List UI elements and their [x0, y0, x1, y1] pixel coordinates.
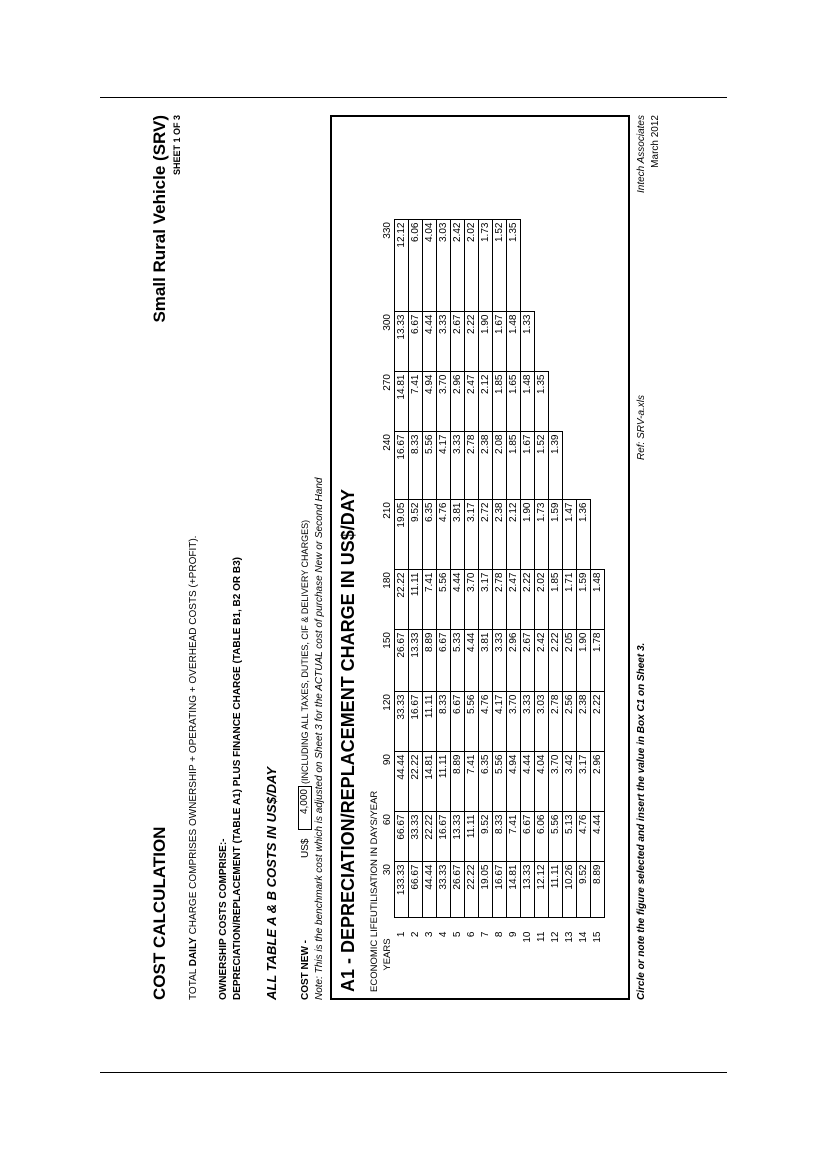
charge-cell: 6.67 — [437, 629, 451, 691]
charge-cell: 133.33 — [395, 861, 409, 917]
charge-cell: 19.05 — [479, 861, 493, 917]
empty-cell — [577, 311, 591, 371]
economic-life: 2 — [410, 931, 421, 938]
charge-cell: 22.22 — [395, 569, 409, 629]
footer-instruction: Circle or note the figure selected and insert the value in Box C1 on Sheet 3. — [636, 642, 647, 1000]
charge-cell: 19.05 — [395, 499, 409, 569]
charge-cell: 16.67 — [409, 691, 423, 751]
charge-cell: 3.17 — [479, 569, 493, 629]
charge-cell: 4.76 — [577, 811, 591, 861]
cost-new-label: COST NEW - — [300, 940, 311, 1000]
total-rest: CHARGE COMPRISES OWNERSHIP + OPERATING + OVERHEAD COSTS (+PROFIT). — [188, 535, 199, 938]
empty-cell — [591, 499, 605, 569]
charge-cell: 1.48 — [507, 311, 521, 371]
charge-cell: 6.67 — [451, 691, 465, 751]
charge-cell: 2.96 — [451, 371, 465, 431]
economic-life: 9 — [508, 931, 519, 938]
economic-life: 5 — [452, 931, 463, 938]
charge-cell: 11.11 — [549, 861, 563, 917]
charge-cell: 3.03 — [437, 219, 451, 311]
day-header: 270 — [382, 374, 393, 391]
empty-cell — [563, 431, 577, 499]
charge-cell: 8.33 — [437, 691, 451, 751]
table-title: A1 - DEPRECIATION/REPLACEMENT CHARGE IN US$/DAY — [338, 488, 358, 992]
economic-life: 3 — [424, 931, 435, 938]
life-header-line2: YEARS — [382, 938, 394, 971]
charge-cell: 3.42 — [563, 751, 577, 811]
charge-cell: 1.85 — [493, 371, 507, 431]
charge-cell: 16.67 — [493, 861, 507, 917]
charge-cell: 5.56 — [423, 431, 437, 499]
charge-cell: 6.35 — [423, 499, 437, 569]
charge-cell: 1.65 — [507, 371, 521, 431]
charge-cell: 2.08 — [493, 431, 507, 499]
charge-cell: 4.17 — [493, 691, 507, 751]
charge-cell: 1.71 — [563, 569, 577, 629]
life-header-line1: ECONOMIC LIFE — [369, 917, 380, 992]
rotated-sheet — [150, 115, 680, 1000]
charge-cell: 4.44 — [423, 311, 437, 371]
charge-cell: 1.33 — [521, 311, 535, 371]
charge-cell: 8.89 — [451, 751, 465, 811]
charge-cell: 2.22 — [591, 691, 605, 751]
bottom-rule — [100, 1072, 727, 1073]
charge-cell: 26.67 — [451, 861, 465, 917]
charge-cell: 3.33 — [521, 691, 535, 751]
charge-cell: 22.22 — [409, 751, 423, 811]
charge-cell: 66.67 — [395, 811, 409, 861]
charge-cell: 9.52 — [479, 811, 493, 861]
charge-cell: 2.67 — [521, 629, 535, 691]
charge-cell: 2.42 — [535, 629, 549, 691]
table-row — [451, 219, 465, 992]
document-title: COST CALCULATION — [150, 826, 169, 1000]
charge-cell: 3.33 — [493, 629, 507, 691]
charge-cell: 1.48 — [591, 569, 605, 629]
day-header: 180 — [382, 572, 393, 589]
charge-cell: 3.70 — [549, 751, 563, 811]
charge-cell: 2.96 — [507, 629, 521, 691]
charge-cell: 3.81 — [451, 499, 465, 569]
economic-life: 10 — [522, 931, 533, 943]
charge-cell: 9.52 — [577, 861, 591, 917]
charge-cell: 5.33 — [451, 629, 465, 691]
charge-cell: 1.78 — [591, 629, 605, 691]
charge-cell: 2.47 — [465, 371, 479, 431]
charge-cell: 33.33 — [437, 861, 451, 917]
charge-cell: 8.89 — [591, 861, 605, 917]
charge-cell: 2.56 — [563, 691, 577, 751]
charge-cell: 6.06 — [409, 219, 423, 311]
table-row — [507, 219, 521, 992]
cost-new-value: 4,000 — [298, 786, 312, 830]
charge-cell: 6.67 — [409, 311, 423, 371]
empty-cell — [535, 219, 549, 311]
empty-cell — [591, 311, 605, 371]
depreciation-table — [368, 219, 605, 992]
charge-cell: 7.41 — [423, 569, 437, 629]
economic-life: 14 — [578, 931, 589, 943]
charge-cell: 11.11 — [465, 811, 479, 861]
charge-cell: 6.67 — [521, 811, 535, 861]
charge-cell: 1.85 — [507, 431, 521, 499]
charge-cell: 3.17 — [577, 751, 591, 811]
table-row — [437, 219, 451, 992]
charge-cell: 13.33 — [521, 861, 535, 917]
charge-cell: 1.36 — [577, 499, 591, 569]
economic-life: 7 — [480, 931, 491, 938]
empty-cell — [591, 371, 605, 431]
total-daily: DAILY — [188, 937, 199, 967]
document-date: March 2012 — [650, 115, 661, 168]
charge-cell: 6.35 — [479, 751, 493, 811]
day-header: 30 — [382, 864, 393, 876]
charge-cell: 5.56 — [493, 751, 507, 811]
ownership-detail: DEPRECIATION/REPLACEMENT (TABLE A1) PLUS FINANCE CHARGE (TABLE B1, B2 OR B3) — [232, 557, 243, 1000]
empty-cell — [535, 311, 549, 371]
empty-cell — [563, 219, 577, 311]
charge-cell: 4.04 — [535, 751, 549, 811]
charge-cell: 26.67 — [395, 629, 409, 691]
charge-cell: 2.02 — [535, 569, 549, 629]
economic-life: 8 — [494, 931, 505, 938]
table-row — [591, 219, 605, 992]
charge-cell: 1.73 — [535, 499, 549, 569]
charge-cell: 4.76 — [437, 499, 451, 569]
day-header: 150 — [382, 632, 393, 649]
empty-cell — [577, 219, 591, 311]
table-row — [479, 219, 493, 992]
charge-cell: 2.42 — [451, 219, 465, 311]
day-header: 300 — [382, 314, 393, 331]
table-row — [465, 219, 479, 992]
table-row — [423, 219, 437, 992]
empty-cell — [549, 371, 563, 431]
charge-cell: 4.94 — [423, 371, 437, 431]
table-row — [409, 219, 423, 992]
empty-cell — [563, 371, 577, 431]
reference-file: Ref: SRV-a.xls — [636, 394, 647, 460]
empty-cell — [591, 431, 605, 499]
charge-cell: 13.33 — [451, 811, 465, 861]
charge-cell: 3.70 — [507, 691, 521, 751]
charge-cell: 3.81 — [479, 629, 493, 691]
charge-cell: 2.22 — [521, 569, 535, 629]
charge-cell: 3.33 — [451, 431, 465, 499]
day-header: 240 — [382, 434, 393, 451]
charge-cell: 2.38 — [577, 691, 591, 751]
economic-life: 13 — [564, 931, 575, 943]
day-header: 60 — [382, 814, 393, 826]
empty-cell — [591, 219, 605, 311]
charge-cell: 33.33 — [409, 811, 423, 861]
charge-cell: 1.59 — [549, 499, 563, 569]
charge-cell: 1.85 — [549, 569, 563, 629]
charge-cell: 33.33 — [395, 691, 409, 751]
charge-cell: 1.90 — [479, 311, 493, 371]
economic-life: 12 — [550, 931, 561, 943]
empty-cell — [549, 311, 563, 371]
table-row — [521, 219, 535, 992]
total-prefix: TOTAL — [188, 966, 199, 1000]
empty-cell — [563, 311, 577, 371]
charge-cell: 1.90 — [521, 499, 535, 569]
charge-cell: 2.22 — [549, 629, 563, 691]
charge-cell: 4.44 — [465, 629, 479, 691]
day-header: 330 — [382, 222, 393, 239]
charge-cell: 2.22 — [465, 311, 479, 371]
cost-currency: US$ — [300, 838, 311, 858]
charge-cell: 1.35 — [507, 219, 521, 311]
charge-cell: 11.11 — [409, 569, 423, 629]
charge-cell: 7.41 — [507, 811, 521, 861]
charge-cell: 1.52 — [493, 219, 507, 311]
charge-cell: 5.13 — [563, 811, 577, 861]
author: Intech Associates — [636, 115, 647, 194]
utilisation-header: UTILISATION IN DAYS/YEAR — [369, 790, 380, 918]
table-body — [395, 219, 605, 992]
economic-life: 4 — [438, 931, 449, 938]
charge-cell: 8.33 — [493, 811, 507, 861]
charge-cell: 3.17 — [465, 499, 479, 569]
charge-cell: 5.56 — [549, 811, 563, 861]
charge-cell: 2.67 — [451, 311, 465, 371]
charge-cell: 2.72 — [479, 499, 493, 569]
cost-including-note: (INCLUDING ALL TAXES, DUTIES, CIF & DELIVERY CHARGES) — [300, 519, 310, 784]
charge-cell: 3.33 — [437, 311, 451, 371]
charge-cell: 2.05 — [563, 629, 577, 691]
charge-cell: 10.26 — [563, 861, 577, 917]
charge-cell: 1.47 — [563, 499, 577, 569]
table-row — [493, 219, 507, 992]
vehicle-title: Small Rural Vehicle (SRV) — [150, 115, 169, 323]
charge-cell: 3.70 — [437, 371, 451, 431]
charge-cell: 14.81 — [507, 861, 521, 917]
benchmark-note: Note: This is the benchmark cost which is adjusted on Sheet 3 for the ACTUAL cost of purchase New or Second Hand — [314, 477, 325, 1000]
charge-cell: 13.33 — [409, 629, 423, 691]
charge-cell: 2.78 — [493, 569, 507, 629]
charge-cell: 11.11 — [437, 751, 451, 811]
charge-cell: 6.06 — [535, 811, 549, 861]
charge-cell: 5.56 — [437, 569, 451, 629]
charge-cell: 22.22 — [465, 861, 479, 917]
charge-cell: 2.38 — [493, 499, 507, 569]
charge-cell: 1.35 — [535, 371, 549, 431]
table-row — [535, 219, 549, 992]
charge-cell: 1.59 — [577, 569, 591, 629]
charge-cell: 2.47 — [507, 569, 521, 629]
charge-cell: 4.17 — [437, 431, 451, 499]
charge-cell: 1.52 — [535, 431, 549, 499]
charge-cell: 2.96 — [591, 751, 605, 811]
charge-cell: 4.44 — [451, 569, 465, 629]
economic-life: 6 — [466, 931, 477, 938]
charge-cell: 1.39 — [549, 431, 563, 499]
charge-cell: 16.67 — [395, 431, 409, 499]
top-rule — [100, 97, 727, 98]
charge-cell: 16.67 — [437, 811, 451, 861]
charge-cell: 12.12 — [395, 219, 409, 311]
charge-cell: 1.90 — [577, 629, 591, 691]
day-header: 120 — [382, 694, 393, 711]
charge-cell: 1.48 — [521, 371, 535, 431]
charge-cell: 22.22 — [423, 811, 437, 861]
charge-cell: 2.38 — [479, 431, 493, 499]
charge-cell: 4.94 — [507, 751, 521, 811]
charge-cell: 8.33 — [409, 431, 423, 499]
charge-cell: 5.56 — [465, 691, 479, 751]
table-row — [549, 219, 563, 992]
economic-life: 1 — [396, 931, 407, 938]
charge-cell: 8.89 — [423, 629, 437, 691]
charge-cell: 4.44 — [591, 811, 605, 861]
charge-cell: 13.33 — [395, 311, 409, 371]
charge-cell: 2.12 — [507, 499, 521, 569]
economic-life: 15 — [592, 931, 603, 943]
charge-cell: 4.04 — [423, 219, 437, 311]
table-row — [395, 219, 409, 992]
charge-cell: 44.44 — [395, 751, 409, 811]
total-charge-line — [188, 536, 199, 1000]
charge-cell: 2.02 — [465, 219, 479, 311]
charge-cell: 14.81 — [423, 751, 437, 811]
charge-cell: 14.81 — [395, 371, 409, 431]
charge-cell: 3.70 — [465, 569, 479, 629]
empty-cell — [577, 371, 591, 431]
empty-cell — [549, 219, 563, 311]
charge-cell: 9.52 — [409, 499, 423, 569]
table-row — [577, 219, 591, 992]
charge-cell: 3.03 — [535, 691, 549, 751]
economic-life: 11 — [536, 931, 547, 942]
charge-cell: 66.67 — [409, 861, 423, 917]
table-row — [563, 219, 577, 992]
day-header: 210 — [382, 502, 393, 519]
charge-cell: 44.44 — [423, 861, 437, 917]
charge-cell: 1.67 — [493, 311, 507, 371]
ownership-heading: OWNERSHIP COSTS COMPRISE:- — [218, 838, 229, 1000]
charge-cell: 7.41 — [409, 371, 423, 431]
charge-cell: 1.73 — [479, 219, 493, 311]
charge-cell: 2.78 — [465, 431, 479, 499]
empty-cell — [521, 219, 535, 311]
all-table-note: ALL TABLE A & B COSTS IN US$/DAY — [264, 766, 279, 1000]
charge-cell: 11.11 — [423, 691, 437, 751]
charge-cell: 2.12 — [479, 371, 493, 431]
empty-cell — [577, 431, 591, 499]
sheet-number: SHEET 1 OF 3 — [172, 115, 182, 176]
charge-cell: 12.12 — [535, 861, 549, 917]
charge-cell: 4.44 — [521, 751, 535, 811]
charge-cell: 1.67 — [521, 431, 535, 499]
charge-cell: 2.78 — [549, 691, 563, 751]
depreciation-table-box — [330, 115, 630, 1000]
day-header: 90 — [382, 754, 393, 766]
charge-cell: 4.76 — [479, 691, 493, 751]
charge-cell: 7.41 — [465, 751, 479, 811]
days-header-row — [381, 219, 395, 992]
